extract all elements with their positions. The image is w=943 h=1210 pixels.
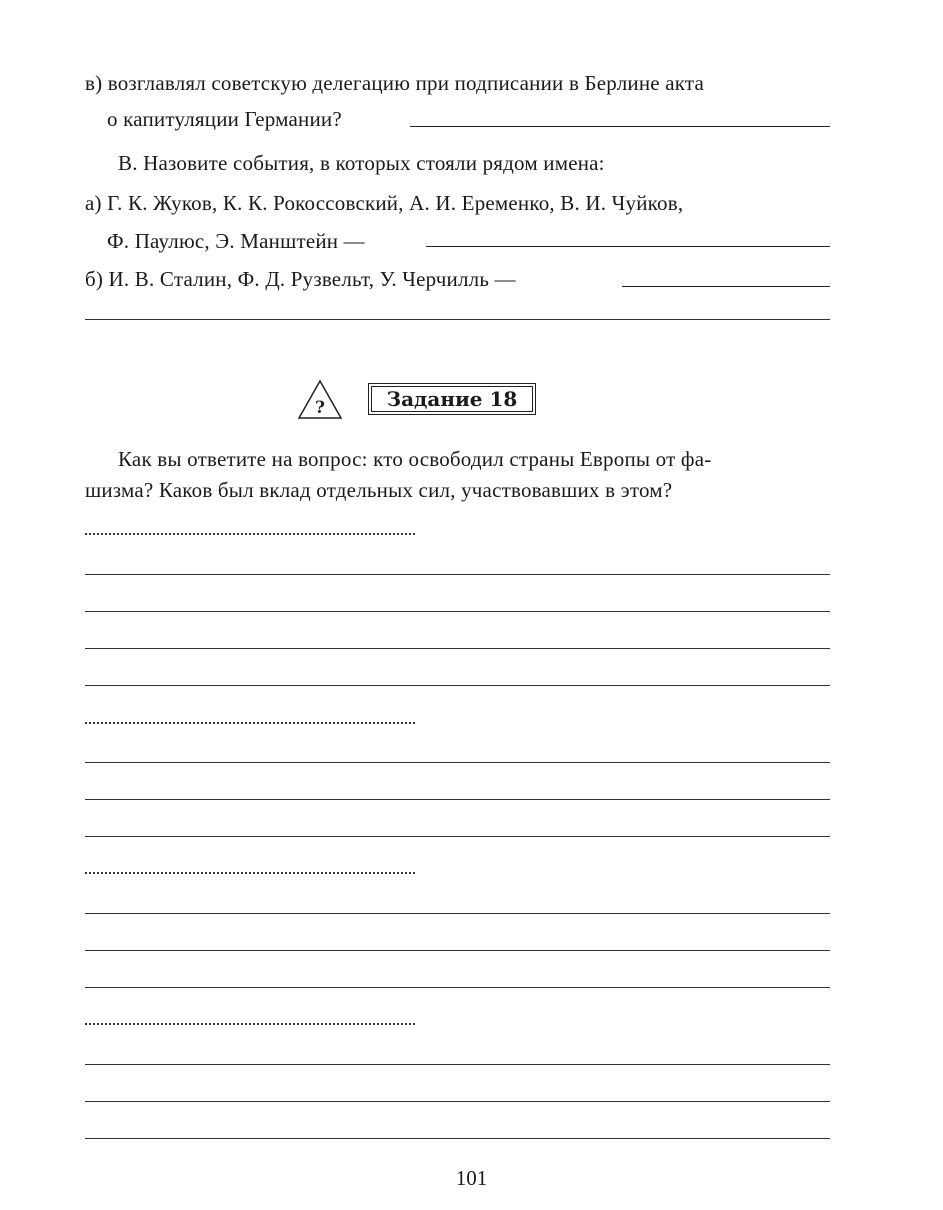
task-title: Задание 18 (368, 383, 536, 415)
dotted-line[interactable] (85, 872, 415, 874)
answer-line[interactable] (85, 574, 830, 575)
task-header (295, 378, 555, 426)
item-v-line1: в) возглавлял советскую делегацию при подписании в Берлине акта (85, 71, 705, 95)
answer-line[interactable] (85, 319, 830, 320)
answer-line[interactable] (85, 799, 830, 800)
answer-line[interactable] (85, 648, 830, 649)
answer-line[interactable] (85, 950, 830, 951)
dotted-line[interactable] (85, 722, 415, 724)
section-b-heading: В. Назовите события, в которых стояли рядом имена: (118, 151, 605, 175)
question-triangle-icon (295, 378, 345, 422)
dotted-line[interactable] (85, 1023, 415, 1025)
task-question-line1: Как вы ответите на вопрос: кто освободил страны Европы от фа- (118, 447, 712, 471)
answer-line[interactable] (85, 1064, 830, 1065)
answer-blank-a[interactable] (426, 246, 830, 247)
answer-blank-b[interactable] (622, 286, 830, 287)
answer-line[interactable] (85, 685, 830, 686)
answer-line[interactable] (85, 836, 830, 837)
answer-line[interactable] (85, 1138, 830, 1139)
answer-line[interactable] (85, 762, 830, 763)
answer-line[interactable] (85, 987, 830, 988)
item-v-line2: о капитуляции Германии? (107, 107, 342, 131)
question-glyph: ? (315, 398, 325, 418)
item-a-line2: Ф. Паулюс, Э. Манштейн — (107, 229, 365, 253)
dotted-line[interactable] (85, 533, 415, 535)
task-question-line2: шизма? Каков был вклад отдельных сил, участвовавших в этом? (85, 478, 673, 502)
answer-line[interactable] (85, 611, 830, 612)
answer-blank-v[interactable] (410, 126, 830, 127)
item-a-line1: а) Г. К. Жуков, К. К. Рокоссовский, А. И. Еременко, В. И. Чуйков, (85, 191, 684, 215)
item-b-line1: б) И. В. Сталин, Ф. Д. Рузвельт, У. Черчилль — (85, 267, 516, 291)
answer-line[interactable] (85, 913, 830, 914)
answer-line[interactable] (85, 1101, 830, 1102)
page-number: 101 (455, 1166, 488, 1190)
